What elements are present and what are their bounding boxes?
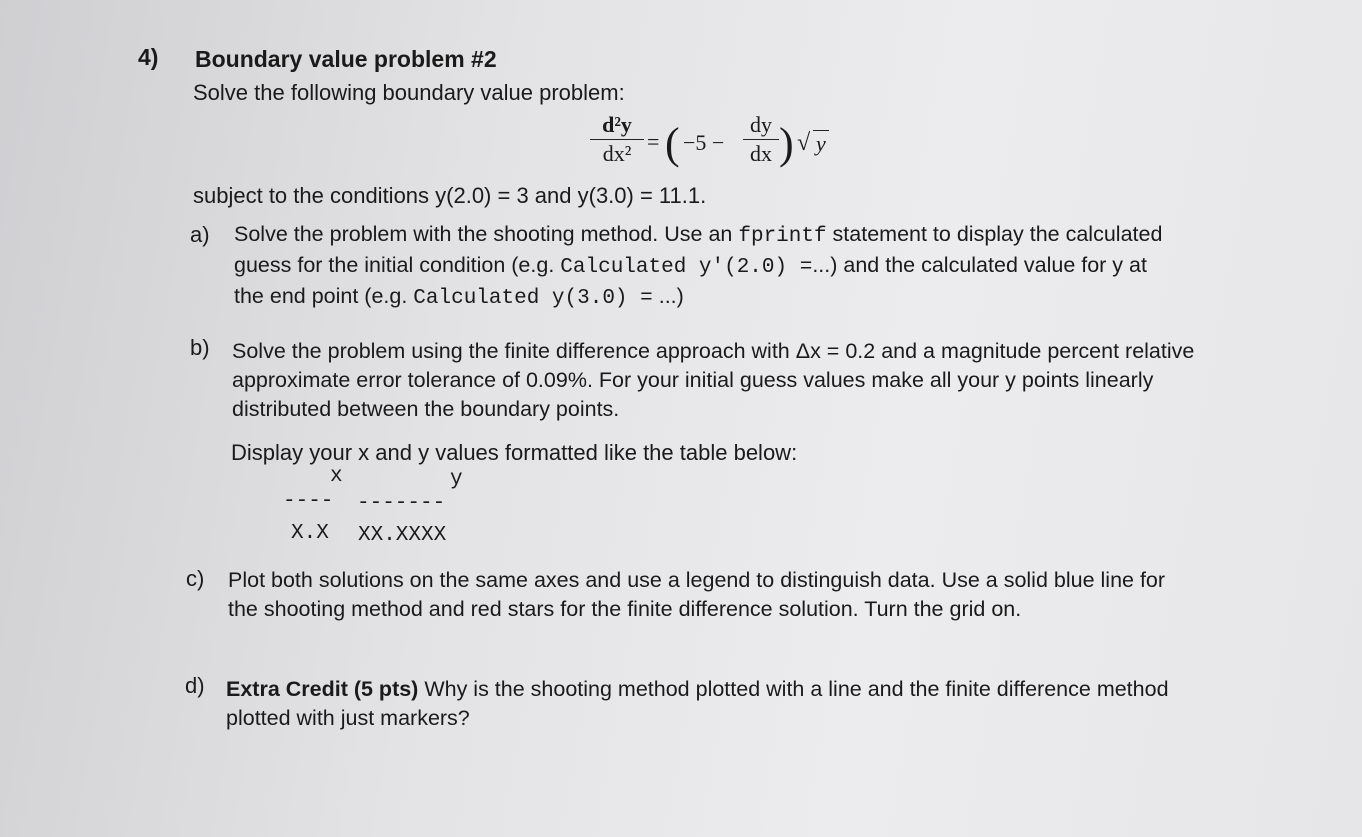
rhs-numerator: dy — [750, 112, 772, 137]
differential-equation — [585, 112, 855, 192]
problem-title: Boundary value problem #2 — [195, 46, 497, 72]
table-header-y: y — [450, 468, 463, 491]
problem-number: 4) — [138, 44, 159, 70]
table-row-y: XX.XXXX — [358, 524, 447, 547]
boundary-conditions: subject to the conditions y(2.0) = 3 and y(3.0) = 11.1. — [193, 183, 707, 208]
calculated-yprime-code: Calculated y'(2.0) = — [560, 256, 813, 279]
part-c-label: c) — [186, 566, 205, 591]
part-b-display-instruction: Display your x and y values formatted like the table below: — [231, 440, 798, 465]
extra-credit-label: Extra Credit (5 pts) — [226, 677, 419, 701]
lhs-fraction — [590, 112, 644, 167]
table-header-x: x — [330, 465, 343, 488]
part-c-text: Plot both solutions on the same axes and use a legend to distinguish data. Use a solid blue line for the shooting method and red stars for the finite difference solution. Turn the grid on. — [228, 568, 1166, 621]
table-dash-y: ------- — [357, 492, 446, 515]
part-a-label: a) — [190, 222, 210, 247]
paren-open: ( — [665, 119, 680, 168]
part-d-text: Extra Credit (5 pts) Why is the shooting method plotted with a line and the finite difference method plotted with just markers? — [226, 677, 1169, 730]
part-b-text: Solve the problem using the finite difference approach with Δx = 0.2 and a magnitude percent relative approximate error tolerance of 0.09%. For your initial guess values make all your y points linearly distributed between the boundary points. — [232, 339, 1195, 421]
equals-sign: = — [647, 129, 660, 154]
part-d-label: d) — [185, 673, 205, 698]
paren-close: ) — [779, 119, 794, 168]
part-a-text: Solve the problem with the shooting method. Use an fprintf statement to display the calculated guess for the initial condition (e.g. Calculated y'(2.0) =...) and the calculated value for y at the end point (e.g. Calculated y(3.0) = ...) — [234, 222, 1163, 310]
sqrt-argument: y — [813, 130, 829, 157]
rhs-fraction — [743, 112, 779, 167]
problem-intro: Solve the following boundary value problem: — [193, 80, 625, 105]
part-b-label: b) — [190, 335, 210, 360]
calculated-y-code: Calculated y(3.0) = — [413, 287, 653, 310]
lhs-denominator: dx² — [602, 141, 632, 166]
rhs-denominator: dx — [750, 141, 772, 166]
table-row-x: X.X — [291, 522, 329, 545]
lhs-numerator: d²y — [602, 112, 632, 137]
minus-five: −5 − — [683, 130, 725, 155]
sqrt-symbol: √ — [797, 130, 811, 156]
table-dash-x: ---- — [283, 490, 334, 513]
fprintf-code: fprintf — [738, 225, 827, 248]
